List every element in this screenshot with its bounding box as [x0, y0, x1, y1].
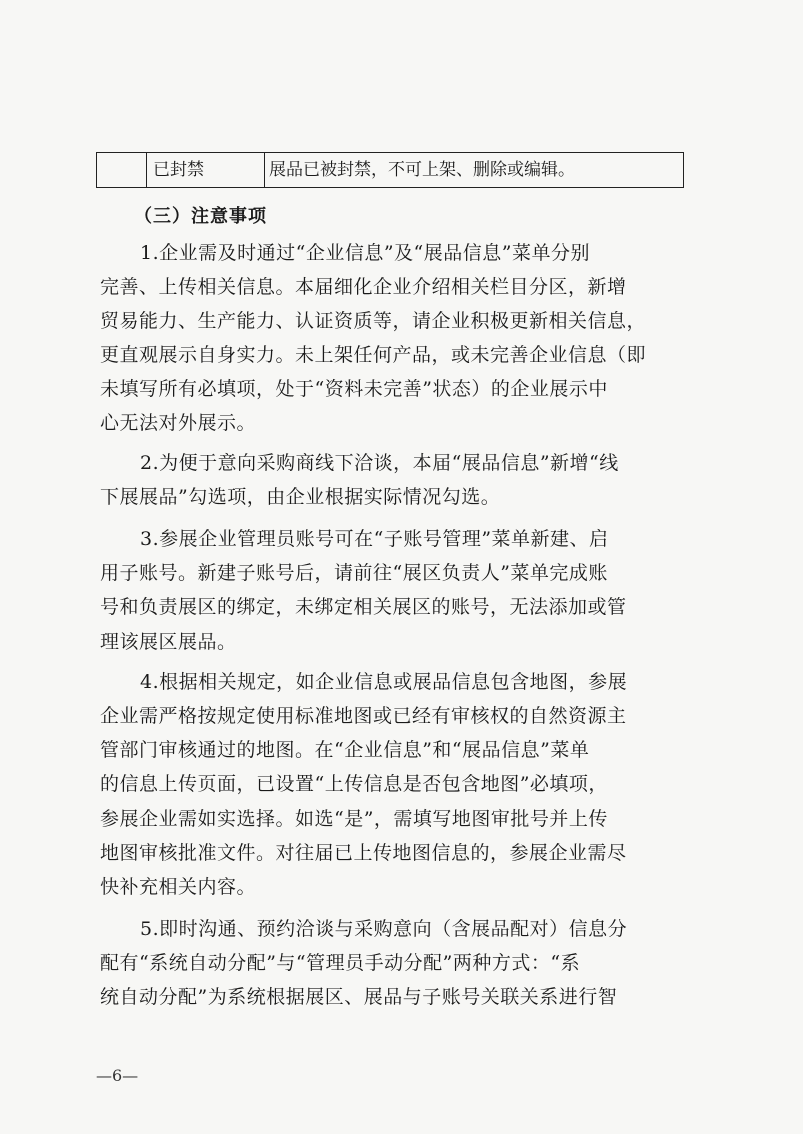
status-table-row: [96, 152, 684, 188]
text-line: 号和负责展区的绑定，未绑定相关展区的账号，无法添加或管: [100, 596, 627, 618]
text-line: 完善、上传相关信息。本届细化企业介绍相关栏目分区，新增: [100, 276, 627, 298]
text-line: 更直观展示自身实力。未上架任何产品，或未完善企业信息（即: [100, 344, 647, 366]
text-line: 快补充相关内容。: [100, 876, 257, 898]
text-line: 配有“系统自动分配”与“管理员手动分配”两种方式：“系: [100, 952, 581, 974]
text-line: 4.根据相关规定，如企业信息或展品信息包含地图，参展: [140, 671, 628, 693]
text-line: 地图审核批准文件。对往届已上传地图信息的，参展企业需尽: [100, 842, 627, 864]
text-line: 贸易能力、生产能力、认证资质等，请企业积极更新相关信息，: [100, 310, 647, 332]
text-line: 理该展区展品。: [100, 631, 237, 653]
text-line: 心无法对外展示。: [100, 412, 257, 434]
text-line: 2.为便于意向采购商线下洽谈，本届“展品信息”新增“线: [140, 452, 619, 474]
text-line: 统自动分配”为系统根据展区、展品与子账号关联关系进行智: [100, 986, 618, 1008]
table-cell-blank: [97, 153, 147, 187]
text-line: 未填写所有必填项，处于“资料未完善”状态）的企业展示中: [100, 378, 608, 400]
text-line: 参展企业需如实选择。如选“是”，需填写地图审批号并上传: [100, 808, 608, 830]
table-cell-description: 展品已被封禁，不可上架、删除或编辑。: [269, 160, 575, 180]
section-heading: （三）注意事项: [134, 206, 267, 227]
text-line: 1.企业需及时通过“企业信息”及“展品信息”菜单分别: [140, 242, 590, 264]
text-line: 下展展品”勾选项，由企业根据实际情况勾选。: [100, 486, 501, 508]
text-line: 企业需严格按规定使用标准地图或已经有审核权的自然资源主: [100, 705, 627, 727]
text-line: 管部门审核通过的地图。在“企业信息”和“展品信息”菜单: [100, 739, 590, 761]
page-number: —6—: [96, 1066, 139, 1085]
text-line: 的信息上传页面，已设置“上传信息是否包含地图”必填项，: [100, 773, 608, 795]
text-line: 用子账号。新建子账号后，请前往“展区负责人”菜单完成账: [100, 562, 608, 584]
text-line: 3.参展企业管理员账号可在“子账号管理”菜单新建、启: [140, 528, 609, 550]
text-line: 5.即时沟通、预约洽谈与采购意向（含展品配对）信息分: [140, 918, 628, 940]
table-cell-status: 已封禁: [147, 153, 265, 187]
